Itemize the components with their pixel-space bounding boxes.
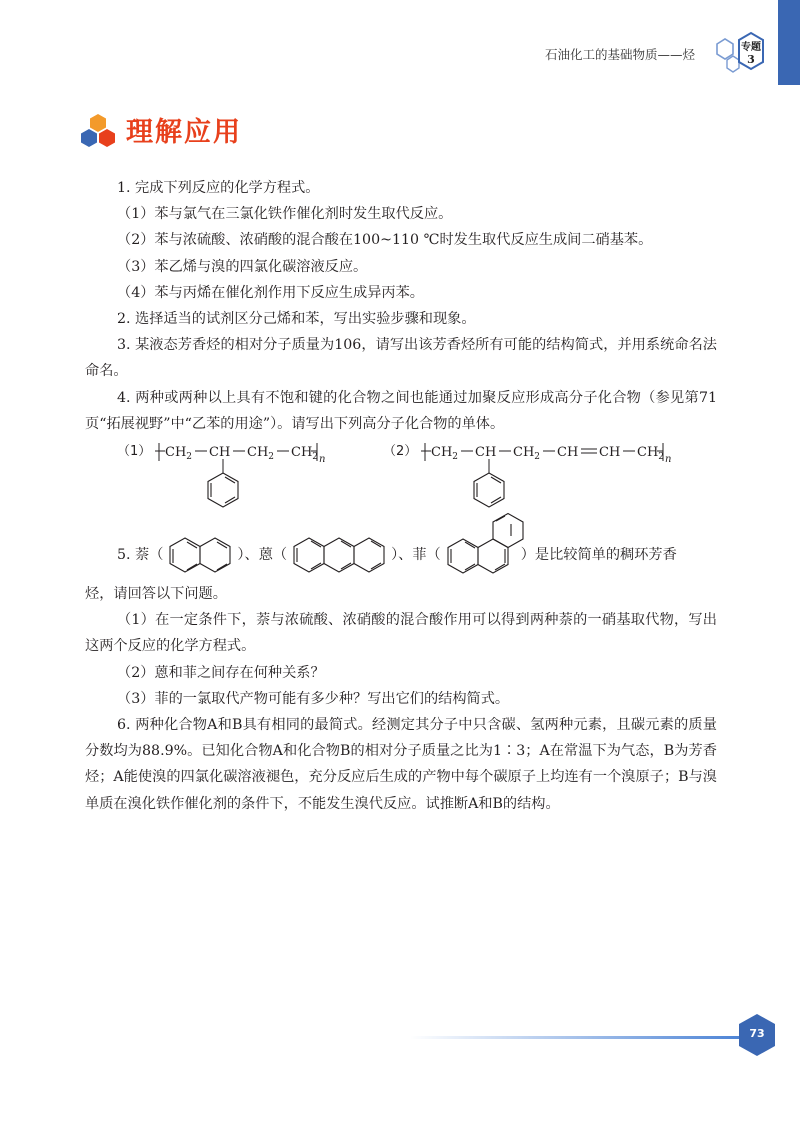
formula-2-ch2-b: $CH_2$ bbox=[513, 445, 541, 463]
question-5-separator-2: ）、菲（ bbox=[391, 546, 441, 563]
formula-2-label: （2） bbox=[383, 444, 418, 460]
footer-gradient-line bbox=[410, 1036, 740, 1039]
hexagon-outline-icon bbox=[717, 39, 733, 59]
formula-1-ch: CH bbox=[209, 445, 231, 461]
running-title: 石油化工的基础物质——烃 bbox=[545, 47, 696, 62]
formula-2-ch-c: CH bbox=[599, 445, 621, 461]
formula-1-label: （1） bbox=[117, 444, 152, 460]
question-5-prefix: 5. 萘（ bbox=[117, 546, 164, 563]
formula-2-ch-a: CH bbox=[475, 445, 497, 461]
formula-1-ch2-b: $CH_2$ bbox=[247, 445, 275, 463]
corner-accent-bar bbox=[778, 0, 800, 85]
question-1-item-1: （1）苯与氯气在三氯化铁作催化剂时发生取代反应。 bbox=[117, 206, 453, 223]
phenanthrene-structure bbox=[441, 511, 521, 575]
chapter-badge-label: 专题 bbox=[741, 42, 761, 53]
formula-2-n: n bbox=[665, 454, 672, 466]
question-4-stem: 4. 两种或两种以上具有不饱和键的化合物之间也能通过加聚反应形成高分子化合物（参见第71页“拓展视野”中“乙苯的用途”）。请写出下列高分子化合物的单体。 bbox=[85, 389, 717, 432]
chapter-badge bbox=[705, 30, 775, 78]
question-1-stem: 1. 完成下列反应的化学方程式。 bbox=[117, 180, 320, 196]
formula-1-ch2-c: $CH_2$ bbox=[291, 445, 319, 463]
question-1-item-3: （3）苯乙烯与溴的四氯化碳溶液反应。 bbox=[117, 258, 368, 275]
question-2-stem: 2. 选择适当的试剂区分己烯和苯，写出实验步骤和现象。 bbox=[117, 311, 476, 328]
formula-1-ch2-a: $CH_2$ bbox=[165, 445, 193, 463]
question-5-continuation: 烃，请回答以下问题。 bbox=[85, 586, 227, 603]
question-3-stem: 3. 某液态芳香烃的相对分子质量为106，请写出该芳香烃所有可能的结构简式，并用系统命名法命名。 bbox=[85, 337, 717, 380]
page-number: 73 bbox=[749, 1027, 765, 1040]
hexagon-outline-small-icon bbox=[727, 56, 739, 72]
question-1-item-4: （4）苯与丙烯在催化剂作用下反应生成异丙苯。 bbox=[117, 284, 424, 301]
chapter-badge-number: 3 bbox=[747, 53, 755, 66]
formula-2-ch-b: CH bbox=[557, 445, 579, 461]
section-heading bbox=[80, 110, 242, 149]
question-6-stem: 6. 两种化合物A和B具有相同的最简式。经测定其分子中只含碳、氢两种元素，且碳元素的质量分数均为88.9%。已知化合物A和化合物B的相对分子质量之比为1∶3；A在常温下为气态，B为芳香烃；A能使溴的四氯化碳溶液褪色，充分反应后生成的产物中每个碳原子上均连有一个溴原子；B与溴单质在溴化铁作催化剂的条件下，不能发生溴代反应。试推断A和B的结构。 bbox=[85, 717, 717, 812]
question-5-item-2: （2）蒽和菲之间存在何种关系？ bbox=[117, 664, 325, 681]
formula-2-ch2-a: $CH_2$ bbox=[431, 445, 459, 463]
question-5-item-1: （1）在一定条件下，萘与浓硫酸、浓硝酸的混合酸作用可以得到两种萘的一硝基取代物，写出这两个反应的化学方程式。 bbox=[85, 612, 717, 655]
polymer-formula-1 bbox=[117, 437, 326, 530]
question-5-heading bbox=[85, 521, 717, 581]
exercise-list bbox=[85, 175, 717, 817]
formula-1-n: n bbox=[319, 454, 326, 466]
formula-2-ch2-c: $CH_2$ bbox=[637, 445, 665, 463]
polymer-formula-2 bbox=[383, 437, 713, 530]
benzene-ring-icon bbox=[474, 473, 504, 507]
anthracene-structure bbox=[287, 537, 391, 573]
polymer-formulas bbox=[85, 437, 717, 521]
question-5-separator-1: ）、蒽（ bbox=[237, 546, 288, 563]
benzene-ring-icon bbox=[208, 473, 238, 507]
question-1-item-2: （2）苯与浓硫酸、浓硝酸的混合酸在100~110 ℃时发生取代反应生成间二硝基苯。 bbox=[117, 232, 653, 249]
naphthalene-structure bbox=[163, 537, 237, 573]
section-title: 理解应用 bbox=[126, 117, 242, 148]
cubes-icon bbox=[80, 112, 116, 148]
question-5-suffix: ）是比较简单的稠环芳香 bbox=[520, 546, 677, 563]
question-5-item-3: （3）菲的一氯取代产物可能有多少种？写出它们的结构简式。 bbox=[117, 690, 510, 707]
